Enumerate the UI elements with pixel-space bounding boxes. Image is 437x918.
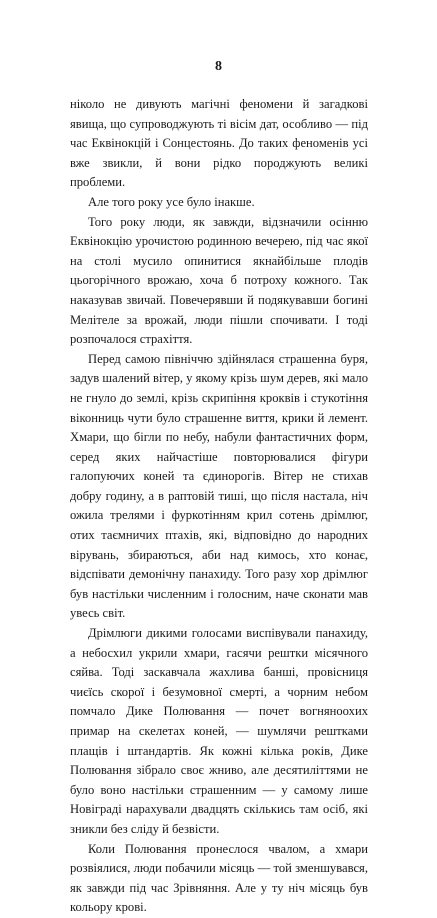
paragraph-4: Перед самою північчю здійнялася страшенна буря, задув шалений вітер, у якому крізь шум дерев, які мало не гнуло до землі, крізь скрипіння кроквів і стукотіння віконниць чути було страшенне виття, крики й лемент. Хмари, що бігли по небу, набули фантастичних форм, серед яких найчастіше повторювалися фігури галопуючих коней та єдинорогів. Вітер не стихав добру годину, а в раптовій тиші, що після настала, ніч ожила трелями і фуркотінням крил сотень дрімлюг, отих таємничих птахів, які, відповідно до народних вірувань, збираються, аби над кимось, хто конає, відспівати демонічну панахиду. Того разу хор дрімлюг був настільки численним і голосним, наче сконати мав увесь світ. — [70, 351, 368, 621]
paragraph-1: ніколо не дивують магічні феномени й загадкові явища, що супроводжують ті вісім дат, особливо — під час Еквінокцій і Сонцестоянь. До таких феноменів усі вже звикли, й вони рідко породжують великі проблеми. — [70, 97, 368, 190]
page-number: 8 — [215, 59, 222, 74]
paragraph-2: Але того року усе було інакше. — [88, 194, 255, 209]
paragraph-6: Коли Полювання пронеслося чвалом, а хмари розвіялися, люди побачили місяць — той зменшувався, як завжди під час Зрівняння. Але у ту ніч місяць був кольору крові. — [70, 841, 368, 915]
paragraph-5: Дрімлюги дикими голосами виспівували панахиду, а небосхил укрили хмари, гасячи рештки місячного сяйва. Тоді заскавчала жахлива банші, провісниця чиєїсь скорої і безумовної смерті, а чорним небом помчало Дике Полювання — почет вогняноохих примар на скелетах коней, — шумлячи рештками плащів і штандартів. Як кожні кілька років, Дике Полювання зібрало своє жниво, але десятиліттями не було воно настільки страшенним — у самому лише Новіграді нарахували двадцять скількись там осіб, які зникли без сліду й безвісти. — [70, 626, 368, 836]
paragraph-3: Того року люди, як завжди, відзначили осінню Еквінокцію урочистою родинною вечерею, під час якої на столі мусило опинитися якнайбільше плодів цьогорічного врожаю, хоча б потроху кожного. Так наказував звичай. Повечерявши й подякувавши богині Мелітеле за врожай, люди пішли спочивати. І тоді розпочалося страхіття. — [70, 214, 368, 347]
body-text — [70, 95, 368, 918]
